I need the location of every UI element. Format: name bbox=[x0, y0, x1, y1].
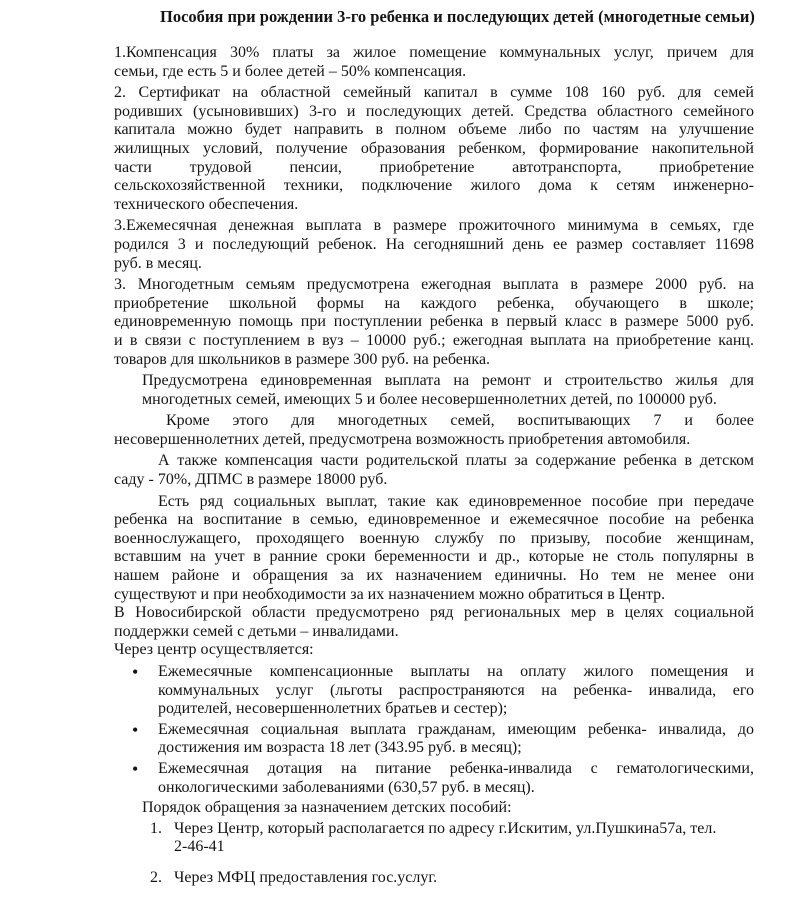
document-body bbox=[114, 44, 754, 900]
list-item bbox=[150, 819, 754, 857]
text-line: саду - 70%, ДПМС в размере 18000 руб. bbox=[114, 471, 388, 489]
text-line: Есть ряд социальных выплат, такие как единовременное пособие при передаче bbox=[158, 492, 754, 510]
paragraph-kindergarten bbox=[114, 452, 754, 489]
text-line: 2. Сертификат на областной семейный капитал в сумме 108 160 руб. для семей bbox=[114, 84, 754, 102]
text-line: и в связи с поступлением в вуз – 10000 руб.; ежегодная выплата на приобретение канц. bbox=[114, 331, 754, 349]
text-line: • Ежемесячная социальная выплата гражданам, имеющим ребенка- инвалида, до bbox=[158, 720, 754, 738]
benefits-list bbox=[114, 663, 754, 797]
paragraph-procedure bbox=[114, 799, 754, 818]
list-item bbox=[158, 663, 754, 719]
text-line: 2-46-41 bbox=[174, 838, 225, 856]
text-line: семьи, где есть 5 и более детей – 50% компенсация. bbox=[114, 62, 467, 80]
paragraph-center-intro bbox=[114, 641, 754, 660]
text-line: жилищных условий, получение образования ребенком, формирование накопительной bbox=[114, 139, 754, 157]
text-line: 3.Ежемесячная денежная выплата в размере прожиточного минимума в семьях, где bbox=[114, 217, 754, 235]
text-line: родителей, несовершеннолетних братьев и сестер); bbox=[158, 700, 508, 718]
step-number: 1. bbox=[150, 819, 162, 837]
text-line: капитала можно будет направить в полном объеме либо по частям на улучшение bbox=[114, 121, 754, 139]
list-item bbox=[158, 721, 754, 758]
text-line: Через центр осуществляется: bbox=[114, 641, 314, 659]
paragraph-housing-repair bbox=[114, 372, 754, 409]
text-line: военнослужащего, проходящего военную службу по призыву, пособие женщинам, bbox=[114, 529, 754, 547]
text-line: 1.Компенсация 30% платы за жилое помещение коммунальных услуг, причем для bbox=[114, 44, 754, 61]
text-line: технического обеспечения. bbox=[114, 195, 299, 213]
step-number: 2. bbox=[150, 868, 162, 886]
text-line: несовершеннолетних детей, предусмотрена возможность приобретения автомобиля. bbox=[114, 430, 691, 448]
paragraph-family-capital bbox=[114, 84, 754, 214]
text-line: сельскохозяйственной техники, подключение жилого дома к сетям инженерно- bbox=[114, 177, 754, 195]
text-line: части трудовой пенсии, приобретение автотранспорта, приобретение bbox=[114, 158, 754, 176]
paragraph-regional-measures bbox=[114, 604, 754, 641]
procedure-steps bbox=[114, 820, 754, 888]
text-line: В Новосибирской области предусмотрено ряд региональных мер в целях социальной bbox=[114, 604, 754, 622]
list-item bbox=[150, 868, 754, 888]
text-line: • Ежемесячные компенсационные выплаты на оплату жилого помещения и bbox=[158, 663, 754, 680]
text-line: • Ежемесячная дотация на питание ребенка-инвалида с гематологическими, bbox=[158, 759, 754, 777]
text-line: приобретение школьной формы на каждого ребенка, обучающего в школе; bbox=[114, 294, 754, 312]
text-line: Кроме этого для многодетных семей, воспитывающих 7 и более bbox=[166, 412, 754, 430]
paragraph-car-purchase bbox=[114, 412, 754, 449]
text-line: А также компенсация части родительской платы за содержание ребенка в детском bbox=[158, 452, 754, 470]
text-line: Через Центр, который располагается по адресу г.Искитим, ул.Пушкина57а, тел. bbox=[174, 819, 717, 837]
text-line: Через МФЦ предоставления гос.услуг. bbox=[174, 868, 438, 886]
text-line: коммунальных услуг (льготы распространяются на ребенка- инвалида, его bbox=[158, 681, 754, 699]
paragraph-apartment-compensation bbox=[114, 44, 754, 81]
text-line: единовременную помощь при поступлении ребенка в первый класс в размере 5000 руб. bbox=[114, 313, 754, 331]
text-line: 3. Многодетным семьям предусмотрена ежегодная выплата в размере 2000 руб. на bbox=[114, 276, 754, 294]
text-line: онкологическими заболеваниями (630,57 руб. в месяц). bbox=[158, 778, 535, 796]
paragraph-school-payments bbox=[114, 276, 754, 369]
paragraph-monthly-payment bbox=[114, 217, 754, 273]
paragraph-social-payments bbox=[114, 493, 754, 605]
text-line: ребенка на воспитание в семью, единовременное и ежемесячное пособие на ребенка bbox=[114, 511, 754, 529]
text-line: многодетных семей, имеющих 5 и более несовершеннолетних детей, по 100000 руб. bbox=[142, 390, 717, 408]
text-line: родивших (усыновивших) 3-го и последующих детей. Средства областного семейного bbox=[114, 102, 754, 120]
text-line: вставшим на учет в ранние сроки беременности и др., которые не столь популярны в bbox=[114, 548, 754, 566]
text-line: поддержки семей с детьми – инвалидами. bbox=[114, 622, 399, 640]
list-item bbox=[158, 760, 754, 797]
text-line: Предусмотрена единовременная выплата на ремонт и строительство жилья для bbox=[142, 372, 754, 390]
text-line: существуют и при необходимости за их назначением можно обратиться в Центр. bbox=[114, 585, 666, 603]
text-line: родился 3 и последующий ребенок. На сегодняшний день ее размер составляет 11698 bbox=[114, 235, 754, 253]
text-line: нашем районе и обращения за их назначением единичны. Но тем не менее они bbox=[114, 567, 754, 585]
text-line: Порядок обращения за назначением детских пособий: bbox=[142, 799, 512, 817]
text-line: руб. в месяц. bbox=[114, 254, 202, 272]
text-line: достижения им возраста 18 лет (343.95 руб. в месяц); bbox=[158, 739, 522, 757]
document-title: Пособия при рождении 3-го ребенка и последующих детей (многодетные семьи) bbox=[160, 7, 755, 26]
text-line: товаров для школьников в размере 300 руб. на ребенка. bbox=[114, 350, 491, 368]
